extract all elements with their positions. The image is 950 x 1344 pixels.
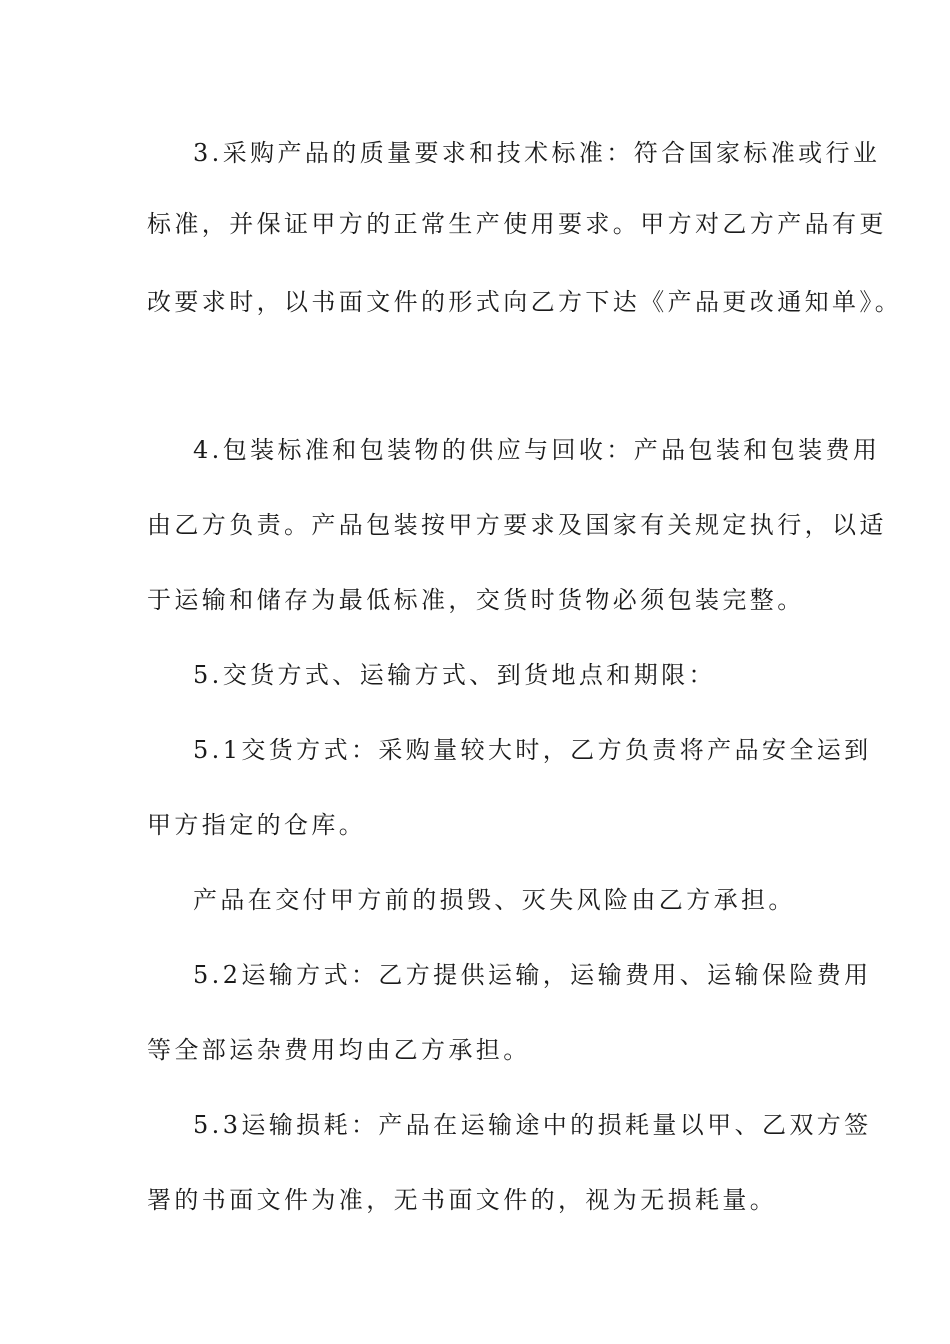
paragraph-line: 3.采购产品的质量要求和技术标准：符合国家标准或行业 bbox=[193, 139, 881, 167]
paragraph-line: 产品在交付甲方前的损毁、灭失风险由乙方承担。 bbox=[193, 886, 796, 914]
paragraph-line: 4.包装标准和包装物的供应与回收：产品包装和包装费用 bbox=[193, 436, 881, 464]
paragraph-line: 署的书面文件为准，无书面文件的，视为无损耗量。 bbox=[147, 1186, 778, 1214]
paragraph-line: 5.3运输损耗：产品在运输途中的损耗量以甲、乙双方签 bbox=[193, 1111, 872, 1139]
section-heading: 5.交货方式、运输方式、到货地点和期限： bbox=[193, 661, 716, 689]
paragraph-line: 改要求时，以书面文件的形式向乙方下达《产品更改通知单》。 bbox=[147, 288, 903, 316]
paragraph-line: 标准，并保证甲方的正常生产使用要求。甲方对乙方产品有更 bbox=[147, 210, 887, 238]
paragraph-line: 于运输和储存为最低标准，交货时货物必须包装完整。 bbox=[147, 586, 805, 614]
paragraph-line: 5.1交货方式：采购量较大时，乙方负责将产品安全运到 bbox=[193, 736, 872, 764]
paragraph-line: 等全部运杂费用均由乙方承担。 bbox=[147, 1036, 531, 1064]
paragraph-line: 甲方指定的仓库。 bbox=[147, 811, 367, 839]
paragraph-line: 由乙方负责。产品包装按甲方要求及国家有关规定执行，以适 bbox=[147, 511, 887, 539]
paragraph-line: 5.2运输方式：乙方提供运输，运输费用、运输保险费用 bbox=[193, 961, 872, 989]
